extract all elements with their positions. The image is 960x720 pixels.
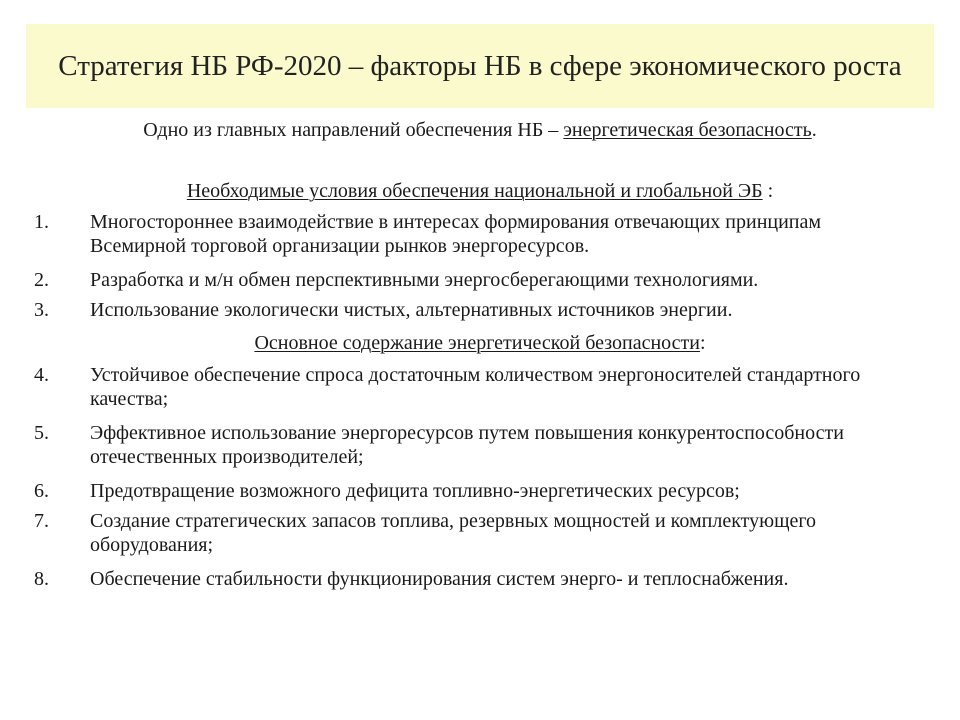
list-item-number: 1.	[34, 211, 49, 233]
list-item-text: Разработка и м/н обмен перспективными энергосберегающими технологиями.	[90, 269, 759, 291]
content-heading	[0, 331, 960, 355]
list-item-text: Устойчивое обеспечение спроса достаточным количеством энергоносителей стандартного качества;	[90, 364, 861, 410]
list-item-text: Обеспечение стабильности функционирования систем энерго- и теплоснабжения.	[90, 568, 789, 590]
list-item-number: 5.	[34, 422, 49, 444]
list-item-number: 3.	[34, 299, 49, 321]
list-item-text: Предотвращение возможного дефицита топливно-энергетических ресурсов;	[90, 480, 740, 502]
list-item-text: Многостороннее взаимодействие в интересах формирования отвечающих принципам Всемирной торговой организации рынков энергоресурсов.	[90, 211, 822, 257]
content-heading-text: Основное содержание энергетической безопасности	[254, 332, 700, 354]
list-item-text: Использование экологически чистых, альтернативных источников энергии.	[90, 299, 733, 321]
intro-prefix: Одно из главных направлений обеспечения НБ –	[143, 119, 564, 141]
list-item-text: Создание стратегических запасов топлива, резервных мощностей и комплектующего оборудования;	[90, 510, 817, 556]
conditions-heading	[0, 179, 960, 203]
intro-suffix: .	[811, 119, 817, 141]
list-item-number: 2.	[34, 269, 49, 291]
conditions-heading-suffix: :	[762, 180, 774, 202]
title-banner	[26, 24, 934, 108]
list-item-number: 6.	[34, 480, 49, 502]
content-heading-suffix: :	[700, 332, 706, 354]
list-item-number: 7.	[34, 510, 49, 532]
conditions-heading-text: Необходимые условия обеспечения национальной и глобальной ЭБ	[186, 180, 763, 202]
list-item-number: 4.	[34, 364, 49, 386]
list-item-number: 8.	[34, 568, 49, 590]
slide-title: Стратегия НБ РФ-2020 – факторы НБ в сфере экономического роста	[58, 50, 902, 82]
list-item-text: Эффективное использование энергоресурсов путем повышения конкурентоспособности отечественных производителей;	[90, 422, 844, 468]
intro-underlined: энергетическая безопасность	[563, 119, 812, 141]
intro-line	[0, 118, 960, 142]
